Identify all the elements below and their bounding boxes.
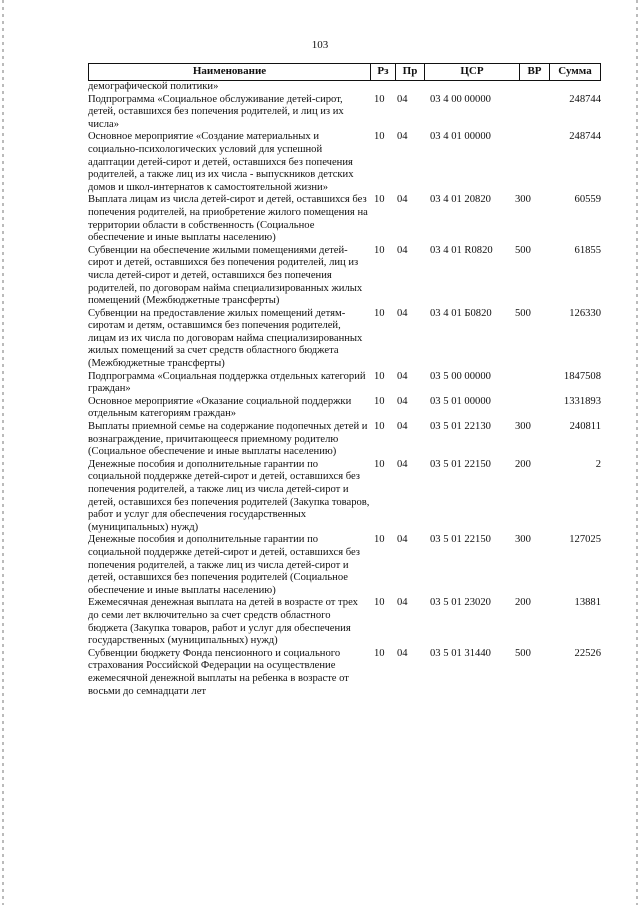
cell-sum: 2 [595,458,601,470]
table-row [88,396,601,421]
cell-csr: 03 4 01 R0820 [430,244,493,256]
cell-sum: 248744 [569,131,601,143]
cell-pr: 04 [397,395,408,407]
cell-name: Денежные пособия и дополнительные гарантии по социальной поддержке детей-сирот и детей, оставшихся без попечения родителей, а также лиц из числа детей-сирот и детей, оставшихся без попечения родителей (Социальное обеспечение и иные выплаты населению) [88,534,360,596]
cell-vr [513,371,548,396]
cell-rz: 10 [374,194,385,206]
cell-name: Основное мероприятие «Создание материальных и социально-психологических условий для успешной адаптации детей-сирот и детей, оставшихся без попечения родителей, а также лиц из их числа - выпускников детских домов и школ-интернатов к самостоятельной жизни» [88,131,354,193]
cell-vr [513,396,548,421]
scan-edge-left [2,0,4,905]
cell-name: Выплата лицам из числа детей-сирот и детей, оставшихся без попечения родителей, на приобретение жилого помещения на территории области в собственность (Социальное обеспечение и иные выплаты населению) [88,194,368,244]
cell-csr: 03 5 01 22150 [430,534,491,546]
cell-pr: 04 [397,421,408,433]
cell-vr: 200 [515,597,531,609]
cell-csr: 03 4 01 00000 [430,131,491,143]
cell-name: Подпрограмма «Социальная поддержка отдельных категорий граждан» [88,370,366,395]
cell-csr [425,81,513,94]
table-header [88,63,601,80]
table-row [88,371,601,396]
table-row [88,421,601,459]
header-vr: ВР [520,64,550,80]
cell-name: Субвенции на предоставление жилых помещений детям-сиротам и детям, оставшимся без попечения родителей, лицам из их числа по договорам найма специализированных жилых помещений за счет средств областного бюджета (Межбюджетные трансферты) [88,307,363,370]
cell-rz: 10 [374,647,385,659]
cell-sum: 1847508 [563,370,601,382]
cell-sum: 127025 [569,534,601,546]
cell-vr: 500 [515,307,531,319]
cell-pr: 04 [397,370,408,382]
cell-rz: 10 [374,131,385,143]
table-row [88,597,601,647]
cell-sum: 22526 [574,647,601,659]
cell-pr: 04 [397,307,408,319]
table-row [88,94,601,132]
cell-pr [393,81,425,94]
cell-vr [513,131,548,194]
cell-rz: 10 [374,370,385,382]
cell-name: Подпрограмма «Социальное обслуживание детей-сирот, детей, оставшихся без попечения родителей, и лиц из их числа» [88,93,344,130]
cell-rz: 10 [374,421,385,433]
page-number: 103 [311,39,329,51]
table-body [88,81,601,698]
cell-csr: 03 5 00 00000 [430,370,491,382]
table-row [88,194,601,244]
cell-rz: 10 [374,597,385,609]
cell-vr: 500 [515,244,531,256]
table-row [88,308,601,371]
cell-pr: 04 [397,647,408,659]
cell-rz: 10 [374,395,385,407]
cell-vr [513,81,548,94]
cell-sum: 13881 [574,597,601,609]
cell-vr: 200 [515,458,531,470]
header-sum: Сумма [558,65,592,77]
cell-sum: 126330 [569,307,601,319]
cell-sum: 1331893 [563,395,601,407]
cell-pr: 04 [397,131,408,143]
cell-csr: 03 4 01 20820 [430,194,491,206]
cell-csr: 03 4 00 00000 [430,93,491,105]
cell-name: Денежные пособия и дополнительные гарантии по социальной поддержке детей-сирот и детей, оставшихся без попечения родителей, а также лиц из числа детей-сирот и детей, оставшихся без попечения родителей (Закупка товаров, работ и услуг для обеспечения государственных (муниципальных) нужд) [88,458,370,533]
table-row [88,534,601,597]
table-row [88,245,601,308]
cell-pr: 04 [397,244,408,256]
cell-pr: 04 [397,458,408,470]
header-name: Наименование [89,64,371,80]
cell-name: Субвенции на обеспечение жилыми помещениями детей-сирот и детей, оставшихся без попечения родителей, лиц из числа детей-сирот и детей, оставшихся без попечения родителей, по договорам найма специализированных жилых помещений (Межбюджетные трансферты) [88,244,363,307]
cell-rz: 10 [374,534,385,546]
cell-sum: 240811 [569,421,601,433]
cell-vr: 500 [515,647,531,659]
cell-name: демографической политики» [88,81,219,92]
cell-csr: 03 4 01 Б0820 [430,307,492,319]
header-csr: ЦСР [425,64,520,80]
cell-rz: 10 [374,244,385,256]
budget-table [88,63,601,698]
cell-pr: 04 [397,534,408,546]
cell-csr: 03 5 01 31440 [430,647,491,659]
cell-sum: 248744 [569,93,601,105]
cell-csr: 03 5 01 23020 [430,597,491,609]
cell-name: Субвенции бюджету Фонда пенсионного и социального страхования Российской Федерации на осуществление ежемесячной денежной выплаты на ребенка в возрасте от восьми до семнадцати лет [88,647,349,697]
cell-name: Ежемесячная денежная выплата на детей в возрасте от трех до семи лет включительно за счет средств областного бюджета (Закупка товаров, работ и услуг для обеспечения государственных (муниципальных) нужд) [88,597,358,647]
cell-vr: 300 [515,421,531,433]
cell-csr: 03 5 01 00000 [430,395,491,407]
cell-rz: 10 [374,93,385,105]
cell-csr: 03 5 01 22150 [430,458,491,470]
cell-name: Основное мероприятие «Оказание социальной поддержки отдельным категориям граждан» [88,395,352,420]
cell-rz: 10 [374,307,385,319]
cell-name: Выплаты приемной семье на содержание подопечных детей и вознаграждение, причитающееся приемному родителю (Социальное обеспечение и иные выплаты населению) [88,421,368,458]
table-row [88,81,601,94]
cell-sum: 61855 [574,244,601,256]
cell-csr: 03 5 01 22130 [430,421,491,433]
cell-rz [374,81,393,94]
scan-edge-right [636,0,638,905]
header-pr: Пр [396,64,425,80]
cell-pr: 04 [397,93,408,105]
cell-sum [548,81,601,94]
cell-pr: 04 [397,194,408,206]
cell-pr: 04 [397,597,408,609]
cell-vr [513,94,548,132]
cell-vr: 300 [515,534,531,546]
header-rz: Рз [371,64,396,80]
cell-sum: 60559 [574,194,601,206]
cell-vr: 300 [515,194,531,206]
table-row [88,648,601,698]
table-row [88,459,601,535]
table-row [88,131,601,194]
cell-rz: 10 [374,458,385,470]
